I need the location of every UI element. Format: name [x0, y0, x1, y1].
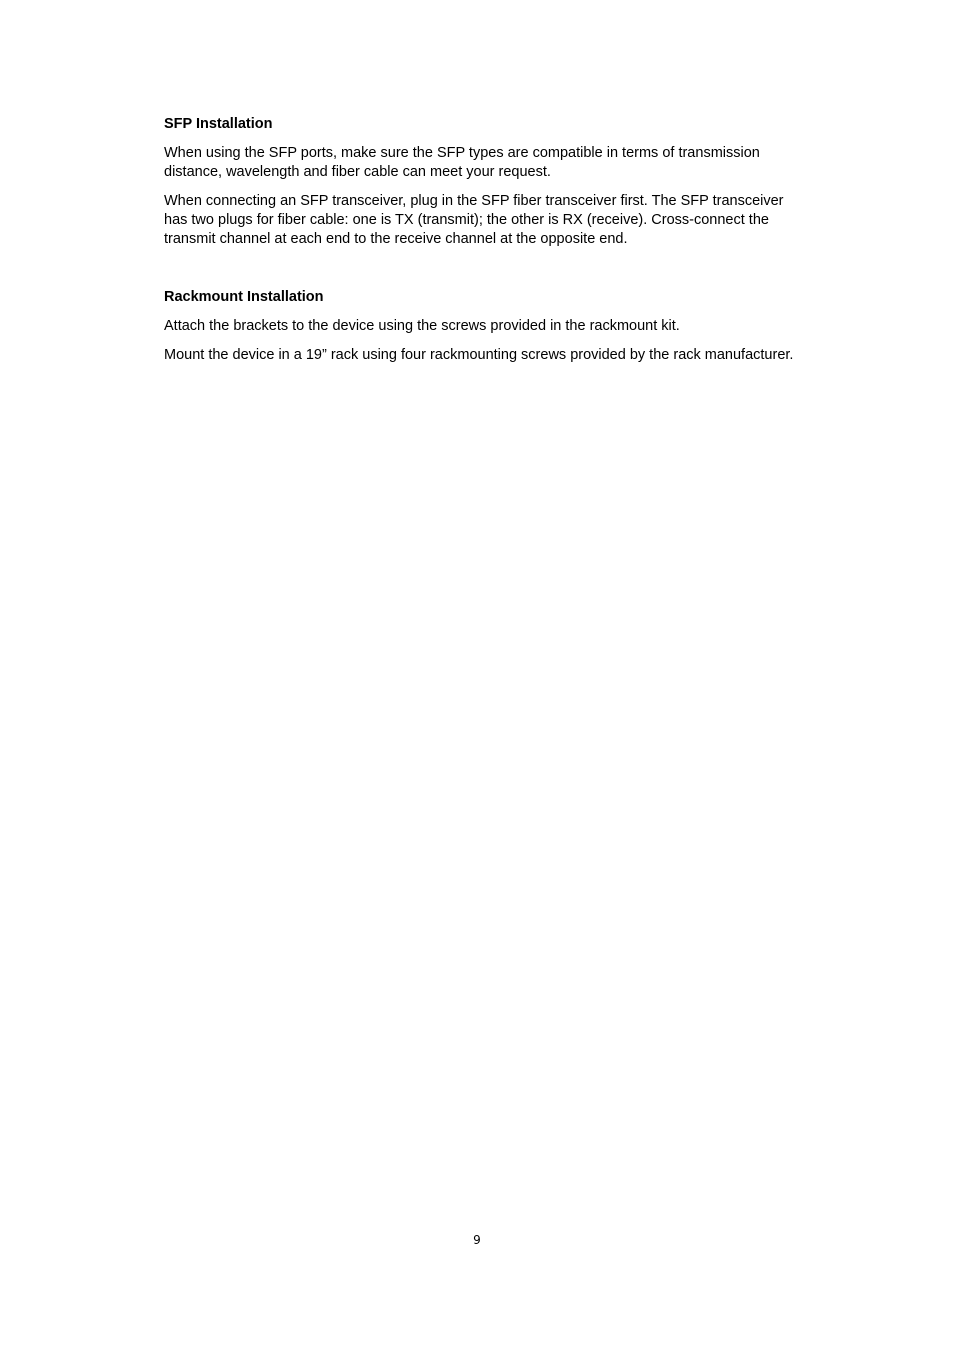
paragraph: When connecting an SFP transceiver, plug in the SFP fiber transceiver first. The SFP transceiver has two plugs for fiber cable: one is TX (transmit); the other is RX (receive). Cross-connect the transmit channel at each end to the receive channel at the opposite end. — [164, 192, 784, 248]
paragraph: When using the SFP ports, make sure the SFP types are compatible in terms of transmission distance, wavelength and fiber cable can meet your request. — [164, 145, 760, 181]
section-spacer — [164, 258, 794, 288]
paragraph: Attach the brackets to the device using the screws provided in the rackmount kit. — [164, 318, 680, 335]
page-content — [164, 115, 794, 374]
page-number: 9 — [473, 1233, 481, 1247]
section-rackmount-installation — [164, 288, 794, 365]
paragraph: Mount the device in a 19” rack using four rackmounting screws provided by the rack manufacturer. — [164, 346, 794, 363]
section-sfp-installation — [164, 115, 794, 249]
section-heading: Rackmount Installation — [164, 289, 324, 306]
section-heading: SFP Installation — [164, 116, 273, 132]
